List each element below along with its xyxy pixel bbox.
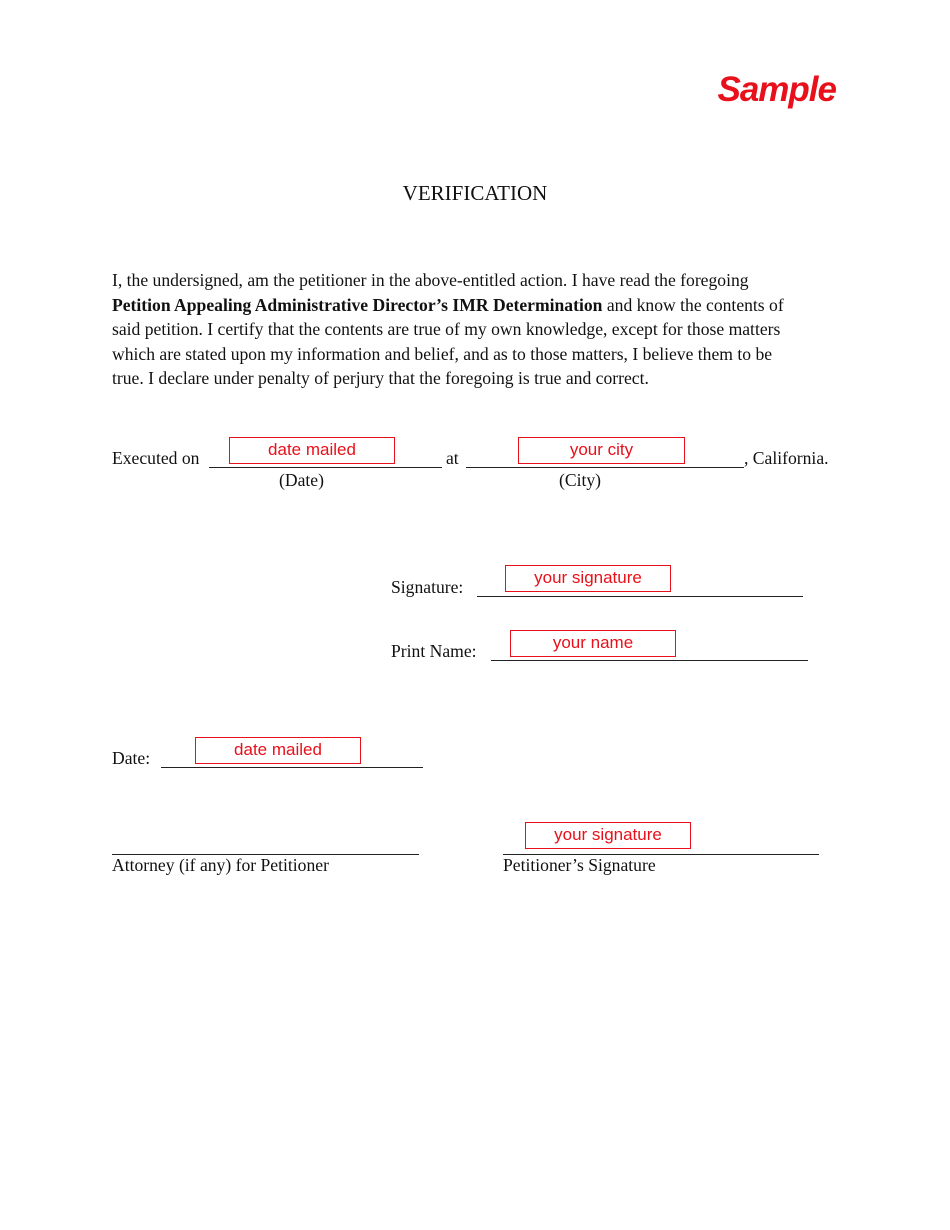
- paragraph-line-2-rest: and know the contents of: [602, 294, 784, 315]
- date-field[interactable]: date mailed: [195, 737, 361, 764]
- signature-underline: [477, 596, 803, 597]
- at-label: at: [446, 448, 459, 468]
- petitioner-signature-field[interactable]: your signature: [525, 822, 691, 849]
- date-label: Date:: [112, 748, 151, 768]
- executed-city-field[interactable]: your city: [518, 437, 685, 464]
- signature-label: Signature:: [391, 577, 464, 597]
- verification-paragraph: [112, 268, 842, 391]
- paragraph-line-4: which are stated upon my information and belief, and as to those matters, I believe them to be: [112, 343, 773, 364]
- print-name-underline: [491, 660, 808, 661]
- signature-field[interactable]: your signature: [505, 565, 671, 592]
- paragraph-line-3: said petition. I certify that the contents are true of my own knowledge, except for those matters: [112, 319, 781, 340]
- sample-watermark: Sample: [717, 70, 836, 109]
- attorney-caption: Attorney (if any) for Petitioner: [112, 855, 329, 875]
- page-title: VERIFICATION: [402, 181, 548, 205]
- petitioner-caption: Petitioner’s Signature: [503, 855, 656, 875]
- print-name-label: Print Name:: [391, 641, 477, 661]
- executed-date-field[interactable]: date mailed: [229, 437, 395, 464]
- paragraph-line-1: I, the undersigned, am the petitioner in the above-entitled action. I have read the foregoing: [112, 270, 749, 290]
- print-name-field[interactable]: your name: [510, 630, 676, 657]
- city-underline: [466, 467, 744, 468]
- california-label: , California.: [744, 448, 829, 468]
- paragraph-line-2: [112, 293, 842, 318]
- date-caption: (Date): [279, 470, 324, 490]
- petition-title-bold: Petition Appealing Administrative Director’s IMR Determination: [112, 294, 603, 315]
- city-caption: (City): [559, 470, 602, 490]
- paragraph-line-5: true. I declare under penalty of perjury that the foregoing is true and correct.: [112, 368, 649, 389]
- date-underline: [209, 467, 442, 468]
- executed-on-label: Executed on: [112, 448, 200, 468]
- date-field-underline: [161, 767, 423, 768]
